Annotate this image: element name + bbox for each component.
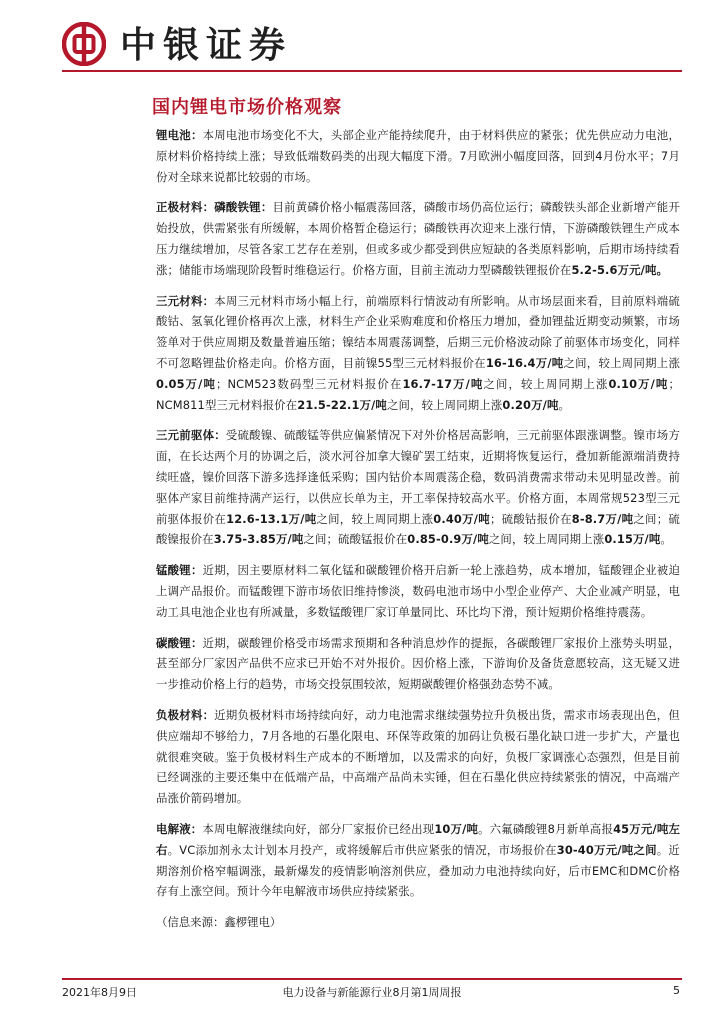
paragraph-label: 锂电池：: [156, 128, 203, 142]
paragraph-label: 锰酸锂：: [156, 563, 203, 578]
bank-of-china-logo-icon: [62, 22, 106, 66]
paragraph: [156, 819, 680, 902]
paragraph-label: 正极材料：磷酸铁锂：: [156, 200, 273, 215]
footer-divider: [62, 978, 682, 980]
paragraph-label: 三元前驱体：: [156, 428, 226, 443]
footer-report-title: 电力设备与新能源行业8月第1周周报: [282, 986, 462, 999]
paragraph-text: 目前黄磷价格小幅震荡回落，磷酸市场仍高位运行；磷酸铁头部企业新增产能开始投放，供需紧张有所缓解，本周价格暂企稳运行；磷酸铁再次迎来上涨行情，下游磷酸铁锂生产成本压力继续增加，尽管各家工艺存在差别，但或多或少都受到供应短缺的各类原料影响，后期市场持续看涨；储能市场端现阶段暂时维稳运行。价格方面，目前主流动力型磷酸铁锂报价在: [156, 200, 680, 277]
footer-date: 2021年8月9日: [62, 986, 137, 999]
page-number: 5: [673, 984, 680, 997]
report-body: [156, 125, 680, 932]
paragraph-text: 本周三元材料市场小幅上行，前端原料行情波动有所影响。从市场层面来看，目前原料端硫酸钴、氢氧化锂价格再次上涨，材料生产企业采购难度和价格压力增加，叠加锂盐近期变动频繁，市场签单对于供应周期及数量普遍压缩；镍结本周震荡调整，后期三元价格波动除了前驱体市场变化，同样不可忽略锂盐价格走向。价格方面，目前镍55型三元材料报价在16-16.4万/吨之间，较上周同期上涨0.05万/吨；NCM523数码型三元材料报价在16.7-17万/吨之间，较上周同期上涨0.10万/吨；NCM811型三元材料报价在21.5-22.1万/吨之间，较上周同期上涨0.20万/吨。: [156, 293, 680, 412]
paragraph-text: 近期负极材料市场持续向好，动力电池需求继续强势拉升负极出货，需求市场表现出色，但供应端却不够给力，7月各地的石墨化限电、环保等政策的加码让负极石墨化缺口进一步扩大，产量也就很难突破。鉴于负极材料生产成本的不断增加，以及需求的向好，负极厂家调涨心态强烈，但是目前已经调涨的主要还集中在低端产品，中高端产品尚未实锤，但在石墨化供应持续紧张的情况，中高端产品涨价箭码增加。: [156, 707, 680, 806]
paragraph: [156, 291, 680, 416]
paragraph-text: 本周电解液继续向好，部分厂家报价已经出现10万/吨。六氟磷酸锂8月新单高报45万元/吨左右。VC添加剂永太计划本月投产，或将缓解后市供应紧张的情况，市场报价在30-40万元/吨之间。近期溶剂价格窄幅调涨，最新爆发的疫情影响溶剂供应，叠加动力电池持续向好，后市EMC和DMC价格存有上涨空间。预计今年电解液市场供应持续紧张。: [156, 821, 680, 899]
paragraph-text: 近期，因主要原材料二氧化锰和碳酸锂价格开启新一轮上涨趋势，成本增加，锰酸锂企业被迫上调产品报价。而锰酸锂下游市场依旧维持惨淡，数码电池市场中小型企业停产、大企业减产明显，电动工具电池企业也有所减量，多数锰酸锂厂家订单量同比、环比均下滑，预计短期价格维持震荡。: [156, 563, 680, 619]
brand-name: 中银证券: [120, 24, 293, 66]
footer: [62, 984, 682, 1002]
paragraph-label: 碳酸锂：: [156, 635, 203, 650]
paragraph-label: 电解液：: [156, 821, 203, 836]
paragraph-label: 三元材料：: [156, 293, 215, 308]
paragraph: [156, 560, 680, 622]
paragraph-text: 近期，碳酸锂价格受市场需求预期和各种消息炒作的提振，各碳酸锂厂家报价上涨势头明显，甚至部分厂家因产品供不应求已开始不对外报价。因价格上涨，下游询价及备货意愿较高，这无疑又进一步推动价格上行的趋势，市场交投氛围较浓，短期碳酸锂价格强劲态势不减。: [156, 635, 680, 692]
section-title: 国内锂电市场价格观察: [152, 97, 342, 118]
paragraph: [156, 125, 680, 187]
paragraph: [156, 425, 680, 550]
source-note: （信息来源：鑫椤锂电）: [156, 915, 282, 930]
paragraph: [156, 633, 680, 695]
paragraph: [156, 197, 680, 280]
price-highlight: 5.2-5.6万元/吨。: [571, 262, 669, 277]
paragraph-text: 本周电池市场变化不大，头部企业产能持续爬升，由于材料供应的紧张；优先供应动力电池，原材料价格持续上涨；导致低端数码类的出现大幅度下滑。7月欧洲小幅度回落，回到4月份水平；7月份对全球来说都比较弱的市场。: [156, 128, 680, 184]
paragraph-text: 受硫酸镍、硫酸锰等供应偏紧情况下对外价格居高影响，三元前驱体跟涨调整。镍市场方面，在长达两个月的协调之后，淡水河谷加拿大镍矿罢工结束，近期将恢复运行，叠加新能源端消费持续旺盛，镍价回落下游多选择逢低采购；国内钴价本周震荡企稳，数码消费需求带动未见明显改善。前驱体产家目前维持满产运行，以供应长单为主，开工率保持较高水平。价格方面，本周常规523型三元前驱体报价在12.6-13.1万/吨之间，较上周同期上涨0.40万/吨；硫酸钴报价在8-8.7万/吨之间；硫酸镍报价在3.75-3.85万/吨之间；硫酸锰报价在0.85-0.9万/吨之间，较上周同期上涨0.15万/吨。: [156, 428, 680, 547]
header-divider: [62, 70, 682, 72]
paragraph-label: 负极材料：: [156, 707, 215, 722]
paragraph: [156, 705, 680, 809]
